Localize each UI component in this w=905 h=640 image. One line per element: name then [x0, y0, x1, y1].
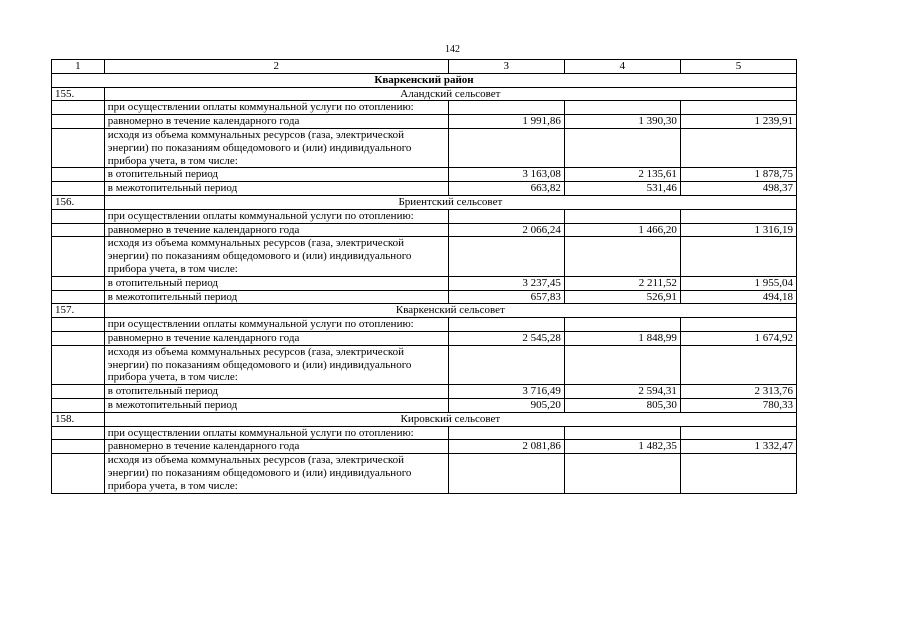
table-row: [52, 168, 797, 182]
value-col-3: 1 991,86: [448, 115, 564, 129]
index-cell: [52, 454, 105, 493]
column-header: 3: [448, 60, 564, 74]
value-col-5: 1 332,47: [680, 440, 796, 454]
value-col-3: 663,82: [448, 182, 564, 196]
page-number: 142: [445, 44, 460, 55]
row-label: в межотопительный период: [104, 290, 448, 304]
table-body: [52, 60, 797, 494]
row-label: при осуществлении оплаты коммунальной услуги по отоплению:: [104, 209, 448, 223]
value-col-5: [680, 454, 796, 493]
column-header: 5: [680, 60, 796, 74]
district-row: [52, 73, 797, 87]
table-row: [52, 209, 797, 223]
row-label: исходя из объема коммунальных ресурсов (газа, электрической энергии) по показаниям общедомового и (или) индивидуального прибора учета, в том числе:: [104, 345, 448, 384]
table-row: [52, 426, 797, 440]
row-label: исходя из объема коммунальных ресурсов (газа, электрической энергии) по показаниям общедомового и (или) индивидуального прибора учета, в том числе:: [104, 454, 448, 493]
value-col-4: [564, 318, 680, 332]
value-col-3: [448, 318, 564, 332]
table-row: [52, 237, 797, 276]
value-col-5: [680, 128, 796, 167]
council-header-row: [52, 195, 797, 209]
value-col-4: [564, 128, 680, 167]
value-col-5: [680, 318, 796, 332]
value-col-4: [564, 237, 680, 276]
value-col-5: 1 878,75: [680, 168, 796, 182]
value-col-4: [564, 209, 680, 223]
value-col-3: 2 081,86: [448, 440, 564, 454]
row-label: при осуществлении оплаты коммунальной услуги по отоплению:: [104, 318, 448, 332]
column-header: 4: [564, 60, 680, 74]
tariff-table: [51, 59, 797, 494]
value-col-5: 1 674,92: [680, 331, 796, 345]
table-row: [52, 398, 797, 412]
index-cell: [52, 101, 105, 115]
table-row: [52, 345, 797, 384]
table-row: [52, 276, 797, 290]
value-col-4: 1 390,30: [564, 115, 680, 129]
value-col-3: [448, 209, 564, 223]
row-label: в межотопительный период: [104, 182, 448, 196]
row-label: при осуществлении оплаты коммунальной услуги по отоплению:: [104, 101, 448, 115]
value-col-4: 1 848,99: [564, 331, 680, 345]
council-name: Кировский сельсовет: [104, 412, 796, 426]
value-col-5: [680, 209, 796, 223]
table-row: [52, 440, 797, 454]
index-cell: [52, 128, 105, 167]
table-row: [52, 454, 797, 493]
council-header-row: [52, 412, 797, 426]
value-col-3: 3 237,45: [448, 276, 564, 290]
table-row: [52, 101, 797, 115]
table-row: [52, 128, 797, 167]
row-label: в межотопительный период: [104, 398, 448, 412]
value-col-5: [680, 426, 796, 440]
value-col-5: 498,37: [680, 182, 796, 196]
row-label: равномерно в течение календарного года: [104, 331, 448, 345]
value-col-3: [448, 426, 564, 440]
value-col-5: 780,33: [680, 398, 796, 412]
value-col-3: 2 545,28: [448, 331, 564, 345]
index-cell: [52, 290, 105, 304]
value-col-4: 2 135,61: [564, 168, 680, 182]
row-label: равномерно в течение календарного года: [104, 440, 448, 454]
value-col-4: [564, 345, 680, 384]
table-row: [52, 290, 797, 304]
index-cell: [52, 398, 105, 412]
column-header-row: [52, 60, 797, 74]
index-cell: [52, 331, 105, 345]
council-name: Аландский сельсовет: [104, 87, 796, 101]
value-col-4: [564, 454, 680, 493]
value-col-4: [564, 426, 680, 440]
row-label: в отопительный период: [104, 385, 448, 399]
index-cell: [52, 440, 105, 454]
row-label: в отопительный период: [104, 168, 448, 182]
index-cell: [52, 237, 105, 276]
value-col-4: 1 482,35: [564, 440, 680, 454]
column-header: 2: [104, 60, 448, 74]
table-row: [52, 115, 797, 129]
value-col-3: 3 716,49: [448, 385, 564, 399]
index-cell: [52, 385, 105, 399]
index-cell: [52, 345, 105, 384]
council-header-row: [52, 87, 797, 101]
row-label: равномерно в течение календарного года: [104, 115, 448, 129]
value-col-3: [448, 345, 564, 384]
value-col-5: 1 316,19: [680, 223, 796, 237]
value-col-4: [564, 101, 680, 115]
council-header-row: [52, 304, 797, 318]
row-label: при осуществлении оплаты коммунальной услуги по отоплению:: [104, 426, 448, 440]
value-col-5: 1 955,04: [680, 276, 796, 290]
council-name: Бриентский сельсовет: [104, 195, 796, 209]
index-cell: [52, 209, 105, 223]
value-col-3: [448, 454, 564, 493]
column-header: 1: [52, 60, 105, 74]
council-index: 157.: [52, 304, 105, 318]
index-cell: [52, 223, 105, 237]
index-cell: [52, 426, 105, 440]
row-label: исходя из объема коммунальных ресурсов (газа, электрической энергии) по показаниям общедомового и (или) индивидуального прибора учета, в том числе:: [104, 128, 448, 167]
value-col-3: [448, 101, 564, 115]
row-label: в отопительный период: [104, 276, 448, 290]
value-col-3: 2 066,24: [448, 223, 564, 237]
value-col-4: 526,91: [564, 290, 680, 304]
council-index: 156.: [52, 195, 105, 209]
index-cell: [52, 276, 105, 290]
row-label: равномерно в течение календарного года: [104, 223, 448, 237]
value-col-5: 1 239,91: [680, 115, 796, 129]
value-col-3: 657,83: [448, 290, 564, 304]
table-row: [52, 182, 797, 196]
council-index: 155.: [52, 87, 105, 101]
value-col-4: 2 594,31: [564, 385, 680, 399]
value-col-4: 805,30: [564, 398, 680, 412]
value-col-3: [448, 237, 564, 276]
table-row: [52, 223, 797, 237]
table-row: [52, 331, 797, 345]
district-name: Кваркенский район: [52, 73, 797, 87]
value-col-4: 531,46: [564, 182, 680, 196]
index-cell: [52, 168, 105, 182]
council-index: 158.: [52, 412, 105, 426]
value-col-4: 1 466,20: [564, 223, 680, 237]
index-cell: [52, 318, 105, 332]
table-row: [52, 318, 797, 332]
value-col-3: 3 163,08: [448, 168, 564, 182]
value-col-5: 2 313,76: [680, 385, 796, 399]
value-col-5: [680, 345, 796, 384]
value-col-3: 905,20: [448, 398, 564, 412]
value-col-4: 2 211,52: [564, 276, 680, 290]
council-name: Кваркенский сельсовет: [104, 304, 796, 318]
value-col-5: [680, 101, 796, 115]
value-col-3: [448, 128, 564, 167]
row-label: исходя из объема коммунальных ресурсов (газа, электрической энергии) по показаниям общедомового и (или) индивидуального прибора учета, в том числе:: [104, 237, 448, 276]
value-col-5: 494,18: [680, 290, 796, 304]
value-col-5: [680, 237, 796, 276]
index-cell: [52, 182, 105, 196]
table-row: [52, 385, 797, 399]
index-cell: [52, 115, 105, 129]
